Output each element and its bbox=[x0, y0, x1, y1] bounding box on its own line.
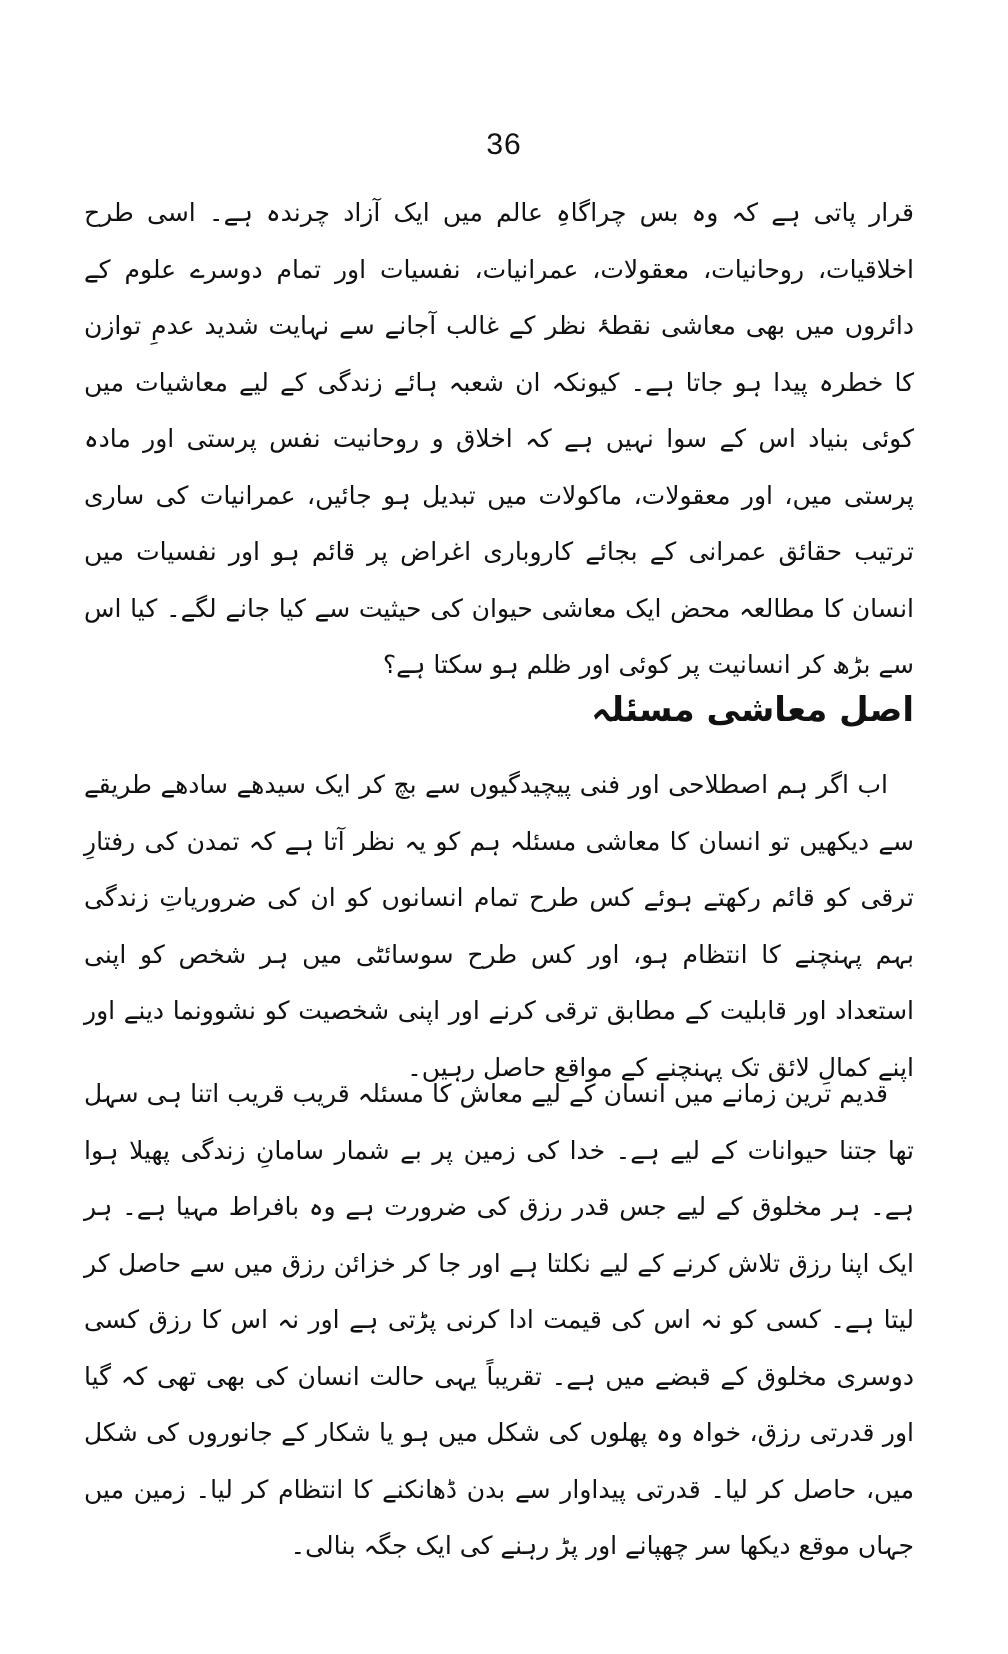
page-number: 36 bbox=[486, 128, 522, 161]
paragraph-problem-statement bbox=[84, 757, 914, 1096]
paragraph-continued bbox=[84, 185, 914, 694]
paragraph-text: اب اگر ہم اصطلاحی اور فنی پیچیدگیوں سے بچ کر ایک سیدھے سادھے طریقے سے دیکھیں تو انسان کا معاشی مسئلہ ہم کو یہ نظر آتا ہے کہ تمدن کی رفتارِ ترقی کو قائم رکھتے ہوئے کس طرح تمام انسانوں کو ان کی ضروریاتِ زندگی بہم پہنچنے کا انتظام ہو، اور کس طرح سوسائٹی میں ہر شخص کو اپنی استعداد اور قابلیت کے مطابق ترقی کرنے اور اپنی شخصیت کو نشوونما دینے اور اپنے کمالِ لائق تک پہنچنے کے مواقع حاصل رہیں۔ bbox=[84, 770, 914, 1082]
paragraph-text: قدیم ترین زمانے میں انسان کے لیے معاش کا مسئلہ قریب قریب اتنا ہی سہل تھا جتنا حیوانات کے لیے ہے۔ خدا کی زمین پر بے شمار سامانِ زندگی پھیلا ہوا ہے۔ ہر مخلوق کے لیے جس قدر رزق کی ضرورت ہے وہ بافراط مہیا ہے۔ ہر ایک اپنا رزق تلاش کرنے کے لیے نکلتا ہے اور جا کر خزائن رزق میں سے حاصل کر لیتا ہے۔ کسی کو نہ اس کی قیمت ادا کرنی پڑتی ہے اور نہ اس کا رزق کسی دوسری مخلوق کے قبضے میں ہے۔ تقریباً یہی حالت انسان کی بھی تھی کہ گیا اور قدرتی رزق، خواہ وہ پھلوں کی شکل میں ہو یا شکار کے جانوروں کی شکل میں، حاصل کر لیا۔ قدرتی پیداوار سے بدن ڈھانکنے کا انتظام کر لیا۔ زمین میں جہاں موقع دیکھا سر چھپانے اور پڑ رہنے کی ایک جگہ بنالی۔ bbox=[84, 1079, 914, 1560]
section-heading: اصل معاشی مسئلہ bbox=[591, 690, 914, 730]
paragraph-ancient-times bbox=[84, 1066, 914, 1575]
paragraph-text: قرار پاتی ہے کہ وہ بس چراگاہِ عالم میں ایک آزاد چرندہ ہے۔ اسی طرح اخلاقیات، روحانیات، معقولات، عمرانیات، نفسیات اور تمام دوسرے علوم کے دائروں میں بھی معاشی نقطۂ نظر کے غالب آجانے سے نہایت شدید عدمِ توازن کا خطرہ پیدا ہو جاتا ہے۔ کیونکہ ان شعبہ ہائے زندگی کے لیے معاشیات میں کوئی بنیاد اس کے سوا نہیں ہے کہ اخلاق و روحانیت نفس پرستی اور مادہ پرستی میں، اور معقولات، ماکولات میں تبدیل ہو جائیں، عمرانیات کی ساری ترتیب حقائق عمرانی کے بجائے کاروباری اغراض پر قائم ہو اور نفسیات میں انسان کا مطالعہ محض ایک معاشی حیوان کی حیثیت سے کیا جانے لگے۔ کیا اس سے بڑھ کر انسانیت پر کوئی اور ظلم ہو سکتا ہے؟ bbox=[84, 198, 914, 679]
